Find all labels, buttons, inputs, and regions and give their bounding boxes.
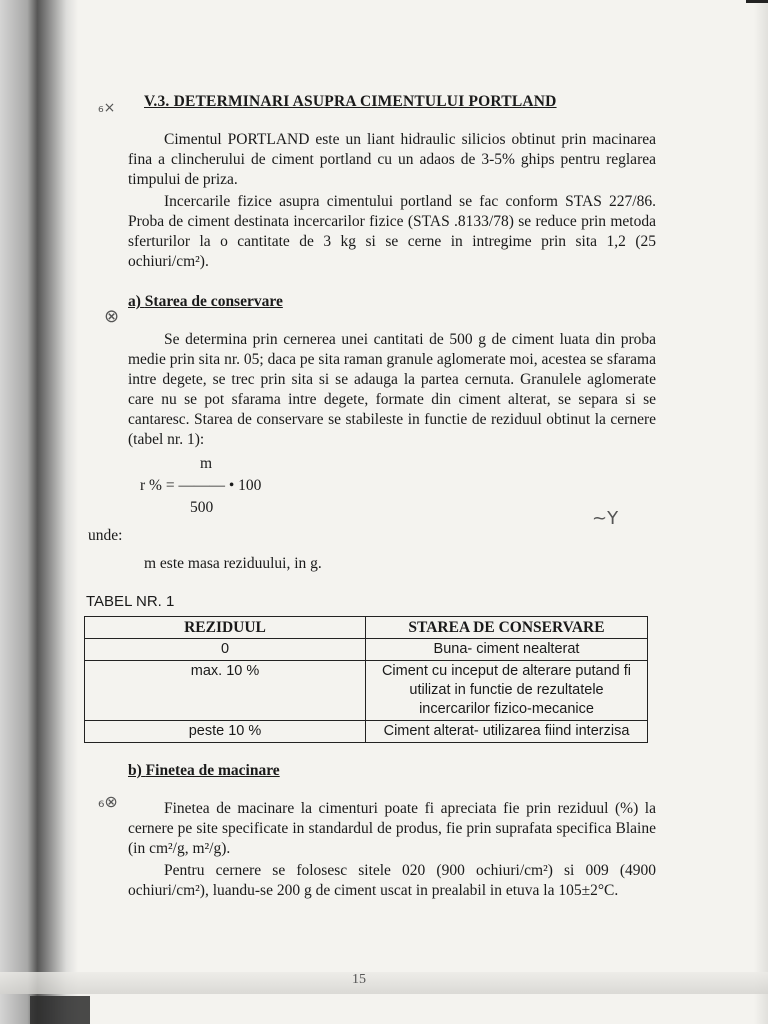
section-b-title: Finetea de macinare [145, 762, 280, 779]
conservation-table [84, 616, 648, 743]
section-b-label: b) [128, 762, 142, 779]
section-a-text: Se determina prin cernerea unei cantitati de 500 g de ciment luata din proba medie prin sita nr. 05; daca pe sita raman granule aglomerate moi, acestea se sfarama intre degete, se trec prin sita si se adauga la partea cernuta. Granulele aglomerate care nu se pot sfarama intre degete, formate din ciment alterat, se separa si se cantaresc. Starea de conservare se stabileste in functie de reziduul obtinut la cernere (tabel nr. 1): [128, 331, 656, 448]
table-label: TABEL NR. 1 [86, 593, 175, 610]
handwritten-check-icon: ~Y [592, 508, 619, 529]
formula [128, 454, 656, 518]
intro-paragraph-2: Incercarile fizice asupra cimentului portland se fac conform STAS 227/86. Proba de ciment destinata incercarilor fizice (STAS .8133/78) se reduce prin metoda sferturilor la o cantitate de 3 kg si se cerne in intregime prin sita 1,2 (25 ochiuri/cm²). [128, 193, 656, 270]
table-header-starea: STAREA DE CONSERVARE [366, 617, 648, 639]
handwritten-mark-icon: ₆× [98, 100, 116, 116]
scan-shadow-left [0, 0, 78, 1024]
handwritten-circle-mark-icon: ⊗ [104, 306, 120, 327]
table-row [85, 639, 648, 661]
handwritten-mark-icon: ₆⊗ [98, 792, 118, 811]
table-row [85, 721, 648, 743]
scan-shadow-bottom [30, 996, 90, 1024]
where-label: unde: [88, 527, 123, 544]
table-cell: 0 [85, 639, 366, 661]
table-cell: Ciment cu inceput de alterare putand fi utilizat in functie de rezultatele incercarilor fizico-mecanice [366, 661, 648, 721]
section-a-title: Starea de conservare [144, 293, 283, 310]
table-cell: Buna- ciment nealterat [366, 639, 648, 661]
section-b-paragraph-2: Pentru cernere se folosesc sitele 020 (900 ochiuri/cm²) si 009 (4900 ochiuri/cm²), luandu-se 200 g de ciment uscat in prealabil in etuva la 105±2°C. [128, 862, 656, 899]
scan-noise-band [0, 972, 768, 994]
section-a-label: a) [128, 293, 141, 310]
table-cell: peste 10 % [85, 721, 366, 743]
scan-shadow-right [754, 0, 768, 1024]
table-row [85, 661, 648, 721]
formula-expression: r % = ——— • 100 [140, 477, 262, 494]
section-b-paragraph-1: Finetea de macinare la cimenturi poate fi apreciata fie prin reziduul (%) la cernere pe site specificate in standardul de produs, fie prin suprafata specifica Blaine (in cm²/g, m²/g). [128, 800, 656, 857]
table-cell: max. 10 % [85, 661, 366, 721]
document-page [86, 92, 656, 903]
section-b-heading [128, 761, 656, 781]
section-title: V.3. DETERMINARI ASUPRA CIMENTULUI PORTLAND [144, 93, 557, 110]
scan-mark [746, 0, 768, 3]
intro-paragraph-1: Cimentul PORTLAND este un liant hidraulic silicios obtinut prin macinarea fina a clincherului de ciment portland cu un adaos de 3-5% ghips pentru reglarea timpului de priza. [128, 131, 656, 188]
page-number: 15 [352, 972, 366, 987]
table-header-reziduul: REZIDUUL [85, 617, 366, 639]
table-header-row [85, 617, 648, 639]
where-text: m este masa reziduului, in g. [144, 555, 322, 572]
formula-denominator: 500 [190, 499, 214, 516]
table-cell: Ciment alterat- utilizarea fiind interzisa [366, 721, 648, 743]
formula-numerator: m [200, 455, 213, 472]
section-a-heading [128, 292, 656, 312]
